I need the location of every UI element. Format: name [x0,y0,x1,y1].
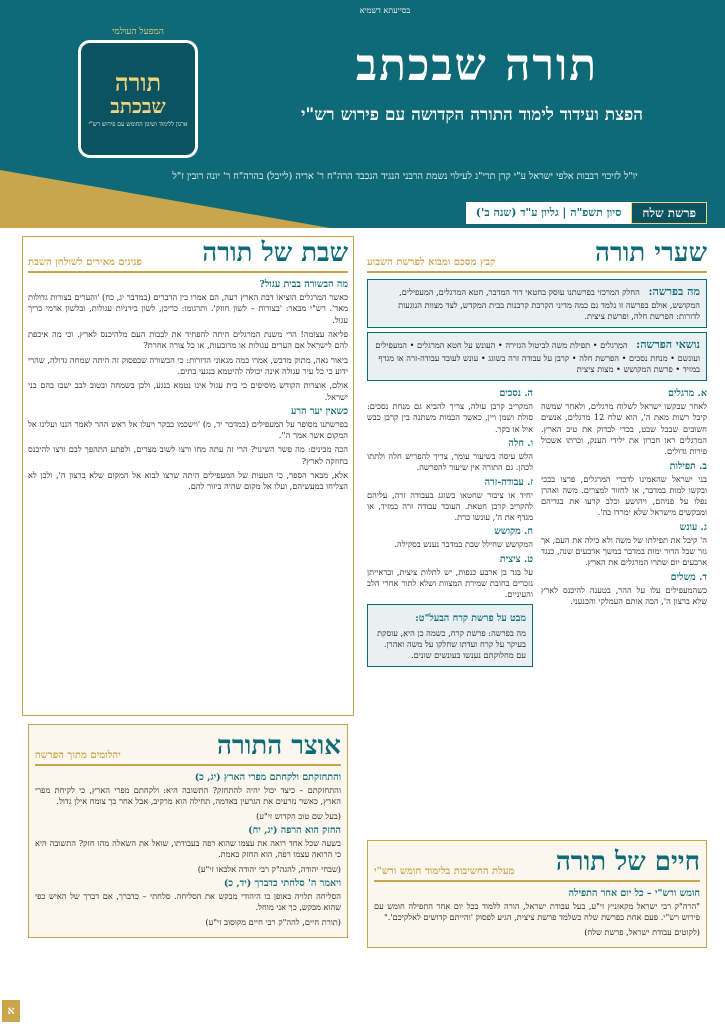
chaim-headline: חומש ורש"י – כל יום אחר התפילה [568,888,700,899]
section-header [367,238,707,273]
otzar-source: (שבחי יהודה, להגה"ק רבי יהודה אלבאו זי"ע) [197,863,341,874]
shabbat-shel-torah-section [28,238,348,496]
article-para: אולם, אוצרות הקודש מוסיפים כי בית עגול אינו נטמא בנגע, ולכן בשמחה ובטוב לבב ישבו בהם בני ישראל. [28,380,348,402]
topics-text: המרגלים • תפילת משה לביטול הגזירה • העונש על חטא המרגלים • המעפילים ועונשם • מנחת נסכים • הפרשת חלה • קרבן על עבודה זרה בשוגג • עונש לעובד עבודה-זרה או מגדף במזיד • פרשת המקושש • מצות ציצית [375,339,700,374]
otzar-hatorah-section [28,724,348,938]
chaim-source: (לקוטים עבודת ישראל, פרשת שלח) [584,926,700,937]
dedication: יו"ל לזיכוי רבבות אלפי ישראל ע"י קרן תרי"ג לעילוי נשמת הרבני הנגיד הנכבד הרה"ח ר' אריה (לייבל) בהרה"ח ר' יונה רובין ז"ל [172,171,638,182]
logo-line1: תורה [114,67,162,97]
article-para: פליאה עצומה! הרי משנת המרגלים היתה להפחיד את לבבות העם מלהיכנס לארץ. וכי מה איכפת להם לישראל אם הערים עגולות או מרובעות, או כל צורה אחרת? [28,328,348,351]
otzar-title: אוצר התורה [217,731,341,761]
item-text: על בגד בן ארבע כנפות, יש לתלות ציצית, ובראייתן נזכרים בחובת שמירת המצוות ושלא לתור אחרי הלב והעיניים. [367,566,533,600]
chaim-subtitle: מעלת החשיבות בלימוד חומש ורש"י [374,866,515,877]
items-col-b [367,385,533,671]
chaim-title: חיים של תורה [555,847,700,877]
chaim-header [374,847,700,882]
item-text: כשהמעפילים עלו על ההר, בטענה להיכנס לארץ שלא ברצון ה', הכה אותם העמלקי והכנעני. [541,584,707,606]
otzar-source: (תורת חיים, להה"ק רבי חיים מקוסוב זי"ע) [205,916,341,927]
otzar-head: ויאמר ה' סלחתי כדברך (יד, כ) [223,877,341,889]
article-para: הכה מבינים: מה פשר השינוי? הרי זה עתה מחו ורצו לשוב מצרים, ולפתע התהפך לבם ורצו להיכנס בחוזקה לארץ? [28,444,348,466]
article-para: אלא, מבאר הספר, כי הטעות של המעפילים היתה שרצו לבוא אל המקום שלא ברצון ה', ולכן לא הצליחו במעשיהם, ועלו אל מקום שהיה ביזור להם. [28,470,348,492]
otzar-text: והתחזקתם – כיצד יכול יהיה להתחזק? התשובה היא: ולקחתם מפרי הארץ, כי לקיחת מפרי הארץ, כאשר נזרעים את הגרעין באדמה, תחילה הוא מרקיב, אבל אחר כך צומח אילן גדול. [35,785,341,807]
summary-label: מה בפרשה: [648,285,700,298]
logo-line3: ארגון ללימוד ושינון החומש עם פירוש רש"י [88,120,188,128]
summary-box [367,279,707,328]
shabbat-header [28,238,348,273]
item-text: המקריב קרבן עולה, צריך להביא גם מנחת נסכים: סולת ושמן ויין, כאשר הכמות משתנה בין קרבן כבש איל או בקר. [367,400,533,434]
next-parsha-box [367,604,533,667]
article-head: כשאין יער הרע [290,405,348,417]
item-text: המקושש שחילל שבת במדבר נענש בסקילה. [394,539,533,550]
section-title: שערי תורה [595,238,707,268]
item-head: ד. משלים [670,571,707,583]
topics-box [367,332,707,381]
page-title: תורה שבכתב [355,40,599,91]
otzar-subtitle: יהלומים מתוך הפרשה [35,750,121,761]
items-col-a [541,385,707,671]
item-head: ח. מקושש [494,526,533,538]
item-text: לאחר שבקשו ישראל לשלוח מרגלים, ולאחר שמשה קיבל רשות מאת ה', הוא שלח 12 מרגלים, אנשים חשובים שבכל שבט, בכדי לבדוק את טיב הארץ. המרגלים ראו חברון את ילידי הענק, וכרתו אשכול פירות גדולים. [541,400,707,457]
item-head: ז. עבודה-זרה [484,476,533,488]
article-para: בפרשתנו מסופר על המעפילים (במדבר יד, מ) 'וישכמו בבקר ויעלו אל ראש ההר לאמר הננו ועלינו אל המקום אשר אמר ה''. [28,418,348,441]
top-note: בסייעתא דשמיא [359,6,411,15]
otzar-head: והתחזקתם ולקחתם מפרי הארץ (יג, כ) [194,772,341,783]
section-subtitle: קבץ מסכם ומבוא לפרשת השבוע [367,257,496,268]
article-para: ביאור נאה, מתוק מדבש, אמרו כמה מגאוני הדורות: כי הבשורה שבפסוק זה היתה שמחה גדולה, שהרי ידוע כי כל עיר עגולה אינה יכולה להיטמא בנגעי בתים. [28,354,348,376]
topics-label: נושאי הפרשה: [636,337,700,351]
item-text: הלש עיסה בשיעור עומר, צריך להפריש חלה ולתתו לכהן. גם התורה אין שיעור להפרשה. [367,450,533,473]
article-para: כאשר המרגלים הוציאו דבת הארץ רעה, הם אמרו בין הדברים (במדבר יג, כח) 'והערים בצורות גדולות מאד'. רש"י מבאר: 'בצורות – לשון חוזק'. ותרגומו: כריכן, לשון בירניות עגולות, ובלשון ארמי כריך עגול. [28,292,348,325]
item-head: ה. נסכים [499,387,533,399]
item-text: בני ישראל שהאמינו לדברי המרגלים, פרצו בבכי ובקשו למות במדבר, או לחזור למצרים. משה ואהרן נפלו על פניהם, ויהושע וכלב קרעו את בגדיהם ומבקשים מישראל שלא ימרדו בה'. [541,473,707,518]
logo-caption: המפעל העולמי [112,27,164,37]
logo-line2: שבכתב [110,93,166,118]
next-parsha-text: מה בפרשה: פרשת קרח, כשמה כן היא, עוסקת בעיקר על קרח ועדתו שחלקו על משה ואהרן. עם מחלוקתם נענשו בעונשים שונים. [377,627,526,660]
shabbat-subtitle: פנינים מאירים לשולחן השבת [28,257,142,268]
item-head: ג. עונש [679,521,707,533]
otzar-head: החזק הוא הרפה (יג, יח) [248,824,341,836]
page-number: א [2,1000,20,1022]
parsha-bar [466,202,707,224]
item-head: א. מרגלים [667,387,707,399]
item-head: ב. תפילות [669,460,707,472]
issue-info: סיון תשפ"ה | גליון ע"ד (שנה ב') [466,202,632,224]
otzar-source: (בעל שם טוב הקדוש זי"ע) [256,810,341,821]
logo [78,40,198,158]
shaarei-torah-section [367,238,707,671]
otzar-text: בשעה שכל אחד רואה את עצמו שהוא רפה בעבודתו, שואל את השאלה מהו חזק? התשובה היא כי הרואה עצמו רפה, הוא החזק באמת. [35,837,341,860]
item-text: יחיד או ציבור שחטאו בשוגג בעבודה זרה, עליהם להקריב קרבן חטאת. העובד עבודה זרה במזיד, או מגדף את ה', עונשו כרת. [367,489,533,523]
items-columns [367,385,707,671]
summary-text: החלק המרכזי בפרשתנו עוסק בחטאי דור המדבר, חטא המרגלים, המעפילים, המקושש, אולם בפרשה זו נלמד גם כמה מדיני הקרבת קרבנות בבית המקדש, לצד מצוות הנוגעות לדורות: הפרשת חלה, ופרשת ציצית. [398,287,700,321]
shabbat-title: שבת של תורה [202,238,348,268]
chaim-text: "הרה"ק רבי ישראל מקאזניץ זי"ע, בעל עבודת ישראל, הורה ללמוד בכל יום אחר התפילה חומש עם פירוש רש"י. פעם אחת בפרשת שלח כשלמד פרשת ציצית, הגיע לפסוק 'והייתם קדושים לאלקיכם'." [374,901,700,923]
chaim-shel-torah-section [367,840,707,948]
page-subtitle: הפצת ועידוד לימוד התורה הקדושה עם פירוש רש"י [300,105,644,125]
item-head: ט. ציצית [499,553,533,565]
item-text: ה' קיבל את תפילתו של משה ולא כילה את העם, אך גזר שכל הדור ימות במדבר במשך ארבעים שנה, כנגד ארבעים יום שתרו המרגלים את הארץ. [541,534,707,568]
item-head: ו. חלה [508,437,533,449]
article-head: מה הבשורה בבית עגול? [259,279,348,290]
otzar-header [35,731,341,766]
parsha-name: פרשת שלח [631,202,707,224]
next-parsha-head: מבט על פרשת קרח הבעל"ט: [415,612,526,624]
otzar-text: הסליחה תלויה באופן בו היהודי מבקש את הסליחה. סלחתי – כדברך, אם דברך של האיש כפי שהוא מבקש, כך אני מוחל. [35,890,341,913]
